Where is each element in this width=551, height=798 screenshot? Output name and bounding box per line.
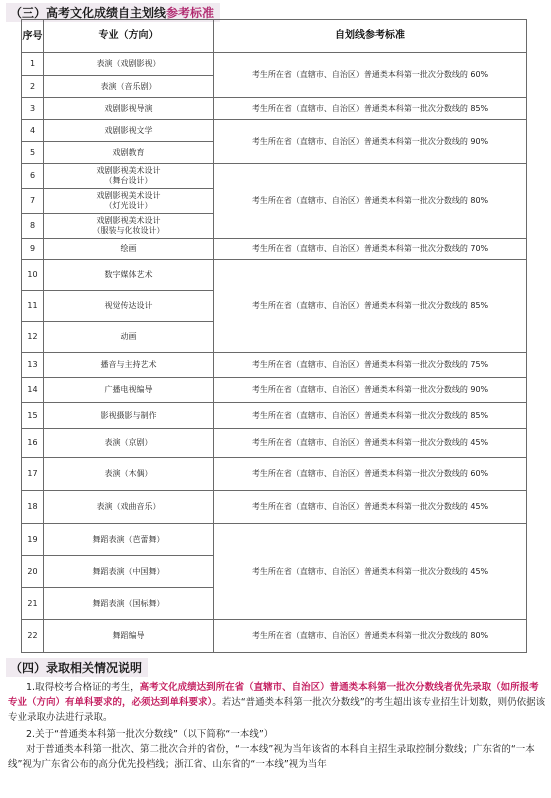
table-row <box>22 353 527 378</box>
row-number: 14 <box>22 378 44 403</box>
table-row <box>22 620 527 653</box>
major-cell: 表演（戏曲音乐） <box>44 491 214 524</box>
major-cell: 表演（京剧） <box>44 429 214 458</box>
table-row <box>22 491 527 524</box>
paragraph-3: 对于普通类本科第一批次、第二批次合并的省份，“一本线”视为当年该省的本科自主招生录取控制分数线；广东省的“一本线”视为广东省公布的高分优先投档线；浙江省、山东省的“一本线”视为当年 <box>8 744 535 770</box>
standard-cell: 考生所在省（直辖市、自治区）普通类本科第一批次分数线的 60% <box>214 458 527 491</box>
table-row <box>22 403 527 429</box>
row-number: 2 <box>22 76 44 98</box>
row-number: 18 <box>22 491 44 524</box>
major-cell: 动画 <box>44 322 214 353</box>
standard-cell: 考生所在省（直辖市、自治区）普通类本科第一批次分数线的 80% <box>214 620 527 653</box>
major-cell: 舞蹈表演（中国舞） <box>44 556 214 588</box>
table-row <box>22 239 527 260</box>
standard-cell: 考生所在省（直辖市、自治区）普通类本科第一批次分数线的 45% <box>214 429 527 458</box>
header-seq: 序号 <box>22 20 44 53</box>
major-cell: 绘画 <box>44 239 214 260</box>
row-number: 20 <box>22 556 44 588</box>
cutoff-standard-table <box>21 19 527 653</box>
standard-cell: 考生所在省（直辖市、自治区）普通类本科第一批次分数线的 85% <box>214 403 527 429</box>
row-number: 8 <box>22 214 44 239</box>
major-cell: 舞蹈表演（国标舞） <box>44 588 214 620</box>
major-cell: 戏剧影视美术设计 （舞台设计） <box>44 164 214 189</box>
major-cell: 广播电视编导 <box>44 378 214 403</box>
major-cell: 数字媒体艺术 <box>44 260 214 291</box>
row-number: 13 <box>22 353 44 378</box>
major-cell: 戏剧影视导演 <box>44 98 214 120</box>
table-row <box>22 98 527 120</box>
section-title-admission-notes: （四）录取相关情况说明 <box>6 658 148 677</box>
table-row <box>22 524 527 556</box>
row-number: 3 <box>22 98 44 120</box>
row-number: 5 <box>22 142 44 164</box>
standard-cell: 考生所在省（直辖市、自治区）普通类本科第一批次分数线的 45% <box>214 524 527 620</box>
row-number: 16 <box>22 429 44 458</box>
major-cell: 播音与主持艺术 <box>44 353 214 378</box>
paragraph-1: 1.取得校考合格证的考生，高考文化成绩达到所在省（直辖市、自治区）普通类本科第一批次分数线者优先录取（如所报考专业（方向）有单科要求的，必须达到单科要求）。若达“普通类本科第一批次分数线”的考生超出该专业招生计划数，则仍依据该专业录取办法进行录取。 <box>8 682 546 723</box>
row-number: 7 <box>22 189 44 214</box>
major-cell: 戏剧影视美术设计 （服装与化妆设计） <box>44 214 214 239</box>
row-number: 12 <box>22 322 44 353</box>
standard-cell: 考生所在省（直辖市、自治区）普通类本科第一批次分数线的 45% <box>214 491 527 524</box>
major-cell: 舞蹈编导 <box>44 620 214 653</box>
major-cell: 戏剧影视美术设计 （灯光设计） <box>44 189 214 214</box>
major-cell: 表演（木偶） <box>44 458 214 491</box>
row-number: 4 <box>22 120 44 142</box>
table-row <box>22 429 527 458</box>
header-standard: 自划线参考标准 <box>214 20 527 53</box>
standard-cell: 考生所在省（直辖市、自治区）普通类本科第一批次分数线的 80% <box>214 164 527 239</box>
header-major: 专业（方向） <box>44 20 214 53</box>
row-number: 10 <box>22 260 44 291</box>
standard-cell: 考生所在省（直辖市、自治区）普通类本科第一批次分数线的 75% <box>214 353 527 378</box>
paragraph-2: 2.关于“普通类本科第一批次分数线”（以下简称“一本线”） <box>26 729 274 740</box>
row-number: 21 <box>22 588 44 620</box>
major-cell: 戏剧影视文学 <box>44 120 214 142</box>
table-header-row <box>22 20 527 53</box>
row-number: 11 <box>22 291 44 322</box>
section-title-cutoff-standard: （三）高考文化成绩自主划线参考标准 <box>6 3 220 22</box>
major-cell: 戏剧教育 <box>44 142 214 164</box>
table-row <box>22 53 527 76</box>
row-number: 15 <box>22 403 44 429</box>
major-cell: 表演（戏剧影视） <box>44 53 214 76</box>
table-row <box>22 120 527 142</box>
standard-cell: 考生所在省（直辖市、自治区）普通类本科第一批次分数线的 60% <box>214 53 527 98</box>
row-number: 17 <box>22 458 44 491</box>
major-cell: 影视摄影与制作 <box>44 403 214 429</box>
table-row <box>22 260 527 291</box>
row-number: 6 <box>22 164 44 189</box>
major-cell: 舞蹈表演（芭蕾舞） <box>44 524 214 556</box>
major-cell: 视觉传达设计 <box>44 291 214 322</box>
standard-cell: 考生所在省（直辖市、自治区）普通类本科第一批次分数线的 85% <box>214 98 527 120</box>
table-row <box>22 164 527 189</box>
row-number: 19 <box>22 524 44 556</box>
row-number: 22 <box>22 620 44 653</box>
table-row <box>22 458 527 491</box>
major-cell: 表演（音乐剧） <box>44 76 214 98</box>
row-number: 1 <box>22 53 44 76</box>
standard-cell: 考生所在省（直辖市、自治区）普通类本科第一批次分数线的 70% <box>214 239 527 260</box>
standard-cell: 考生所在省（直辖市、自治区）普通类本科第一批次分数线的 90% <box>214 378 527 403</box>
row-number: 9 <box>22 239 44 260</box>
standard-cell: 考生所在省（直辖市、自治区）普通类本科第一批次分数线的 90% <box>214 120 527 164</box>
table-row <box>22 378 527 403</box>
standard-cell: 考生所在省（直辖市、自治区）普通类本科第一批次分数线的 85% <box>214 260 527 353</box>
